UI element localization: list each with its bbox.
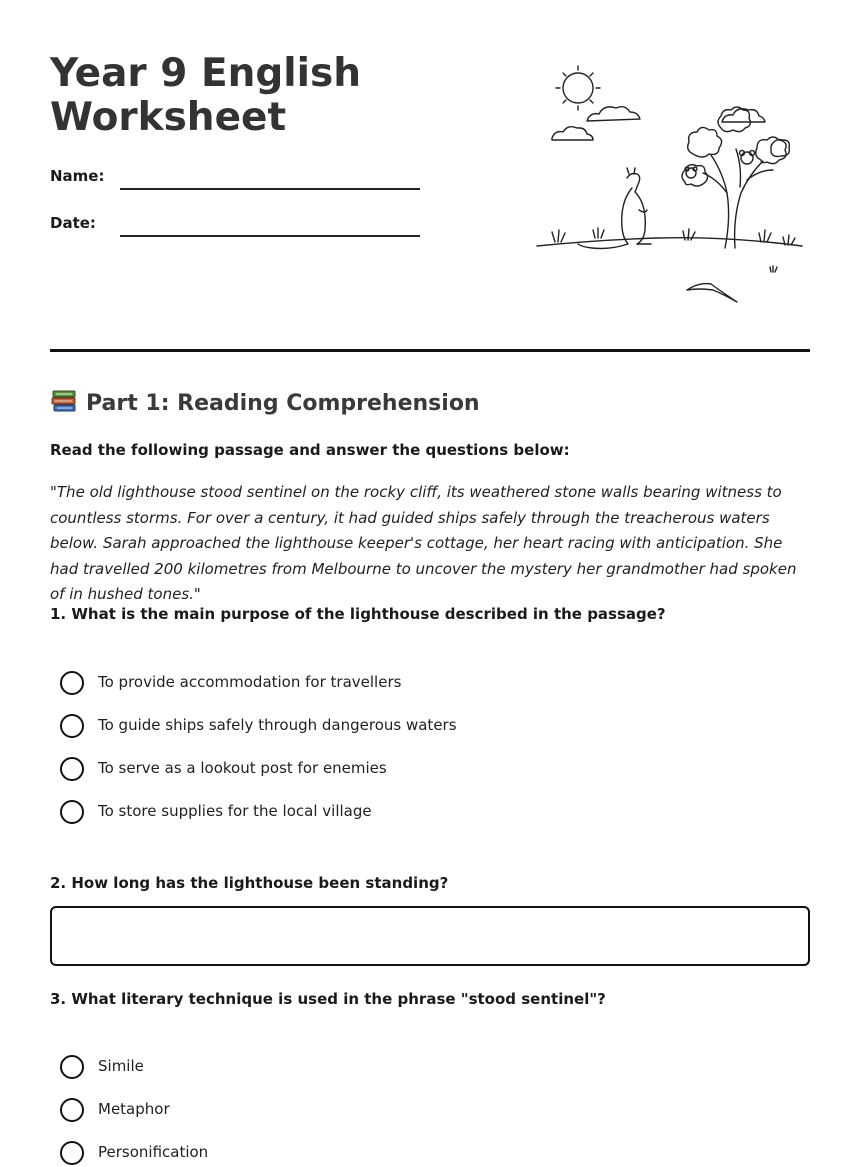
sun-icon <box>556 66 600 110</box>
gum-tree-icon <box>682 107 789 248</box>
date-label: Date: <box>50 214 96 232</box>
question-3: 3. What literary technique is used in the phrase "stood sentinel"? <box>50 990 606 1008</box>
reading-instruction: Read the following passage and answer the questions below: <box>50 441 570 459</box>
radio-button[interactable] <box>60 671 84 695</box>
cloud-icon <box>587 107 640 121</box>
header-divider <box>50 349 810 352</box>
question-1-option-3[interactable] <box>60 757 660 783</box>
option-label: Simile <box>98 1057 144 1075</box>
date-writing-line[interactable] <box>120 235 420 237</box>
question-2: 2. How long has the lighthouse been standing? <box>50 874 449 892</box>
worksheet-title: Year 9 English Worksheet <box>50 51 361 140</box>
reading-passage: "The old lighthouse stood sentinel on the rocky cliff, its weathered stone walls bearing witness to countless storms. For over a century, it had guided ships safely through the treacherous waters below. Sarah approached the lighthouse keeper's cottage, her heart racing with anticipation. She had travelled 200 kilometres from Melbourne to uncover the mystery her grandmother had spoken of in hushed tones." <box>50 483 797 604</box>
kangaroo-icon <box>578 168 651 249</box>
section-heading <box>50 387 480 420</box>
radio-button[interactable] <box>60 800 84 824</box>
option-label: Personification <box>98 1143 209 1161</box>
radio-button[interactable] <box>60 1055 84 1079</box>
question-3-option-3[interactable] <box>60 1141 660 1167</box>
date-field-row <box>50 213 420 243</box>
question-3-option-2[interactable] <box>60 1098 660 1124</box>
question-3-option-1[interactable] <box>60 1055 660 1081</box>
cloud-icon <box>722 109 765 122</box>
outback-scene-icon <box>535 62 810 307</box>
books-icon <box>50 387 78 415</box>
option-label: To store supplies for the local village <box>98 802 372 820</box>
boomerang-icon <box>687 284 737 302</box>
question-1-option-4[interactable] <box>60 800 660 826</box>
radio-button[interactable] <box>60 1141 84 1165</box>
section-heading-text: Part 1: Reading Comprehension <box>86 391 480 416</box>
question-2-answer-field[interactable] <box>50 906 810 966</box>
name-writing-line[interactable] <box>120 188 420 190</box>
name-label: Name: <box>50 167 105 185</box>
cloud-icon <box>552 127 593 140</box>
option-label: To provide accommodation for travellers <box>98 673 402 691</box>
name-field-row <box>50 166 420 196</box>
option-label: Metaphor <box>98 1100 170 1118</box>
question-1-option-2[interactable] <box>60 714 660 740</box>
option-label: To guide ships safely through dangerous waters <box>98 716 457 734</box>
question-1-option-1[interactable] <box>60 671 660 697</box>
option-label: To serve as a lookout post for enemies <box>98 759 387 777</box>
question-1: 1. What is the main purpose of the lighthouse described in the passage? <box>50 605 666 623</box>
radio-button[interactable] <box>60 757 84 781</box>
radio-button[interactable] <box>60 714 84 738</box>
radio-button[interactable] <box>60 1098 84 1122</box>
